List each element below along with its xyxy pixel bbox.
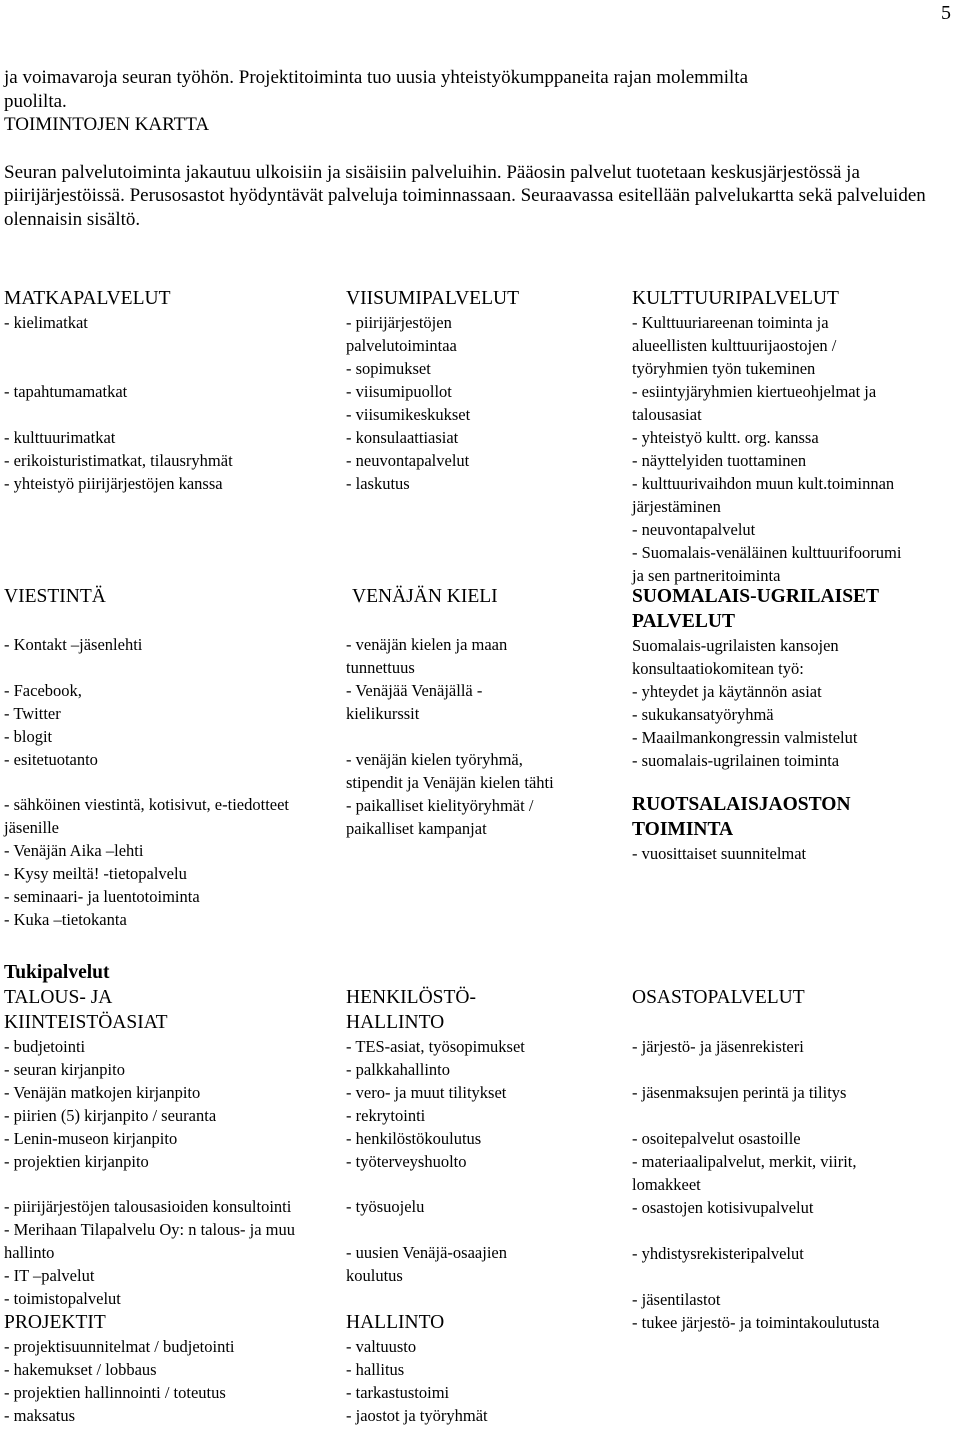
viestinta-title: VIESTINTÄ (4, 586, 106, 607)
list-item: - kielimatkat (4, 313, 88, 332)
list-item: - henkilöstökoulutus (346, 1129, 482, 1148)
intro-line: ja voimavaroja seuran työhön. Projektitoiminta tuo uusia yhteistyökumppaneita rajan molemmilta (4, 67, 749, 88)
list-item: - seminaari- ja luentotoiminta (4, 887, 200, 906)
list-item: - piirijärjestöjen talousasioiden konsultointi (4, 1197, 292, 1216)
list-item: - rekrytointi (346, 1106, 426, 1125)
viestinta-block (4, 584, 334, 931)
suomalais-ugrilaiset-block (632, 584, 960, 865)
list-item: - viisumipuollot (346, 382, 452, 401)
list-item: - piirien (5) kirjanpito / seuranta (4, 1106, 217, 1125)
list-item: - esitetuotanto (4, 750, 98, 769)
list-item: - maksatus (4, 1406, 76, 1425)
list-item: - työterveyshuolto (346, 1152, 467, 1171)
list-item: - Lenin-museon kirjanpito (4, 1129, 178, 1148)
list-item: - laskutus (346, 474, 410, 493)
osastopalvelut-title: OSASTOPALVELUT (632, 987, 805, 1008)
list-item: - jäsentilastot (632, 1290, 721, 1309)
list-item: - näyttelyiden tuottaminen (632, 451, 807, 470)
list-item: - Merihaan Tilapalvelu Oy: n talous- ja muu hallinto (4, 1220, 295, 1262)
list-item: - Maailmankongressin valmistelut (632, 728, 858, 747)
list-item: - sopimukset (346, 359, 431, 378)
list-item: - yhteydet ja käytännön asiat (632, 682, 822, 701)
list-item: - venäjän kielen ja maan (346, 635, 508, 654)
list-item: - palkkahallinto (346, 1060, 451, 1079)
venajan-kieli-title: VENÄJÄN KIELI (352, 586, 498, 607)
list-item: - yhdistysrekisteripalvelut (632, 1244, 804, 1263)
list-item: - hallitus (346, 1360, 405, 1379)
list-item: - valtuusto (346, 1337, 417, 1356)
list-item: - Venäjää Venäjällä - (346, 681, 483, 700)
intro-line: puolilta. (4, 90, 67, 112)
list-item: - neuvontapalvelut (632, 520, 756, 539)
list-item: - uusien Venäjä-osaajien koulutus (346, 1243, 507, 1285)
page-number: 5 (941, 2, 951, 24)
list-item: - IT –palvelut (4, 1266, 95, 1285)
viisumipalvelut-block (346, 286, 618, 495)
kulttuuripalvelut-block (632, 286, 960, 587)
list-item: - Venäjän Aika –lehti (4, 841, 144, 860)
list-item: - Kuka –tietokanta (4, 910, 127, 929)
list-item: - Venäjän matkojen kirjanpito (4, 1083, 201, 1102)
list-item: - neuvontapalvelut (346, 451, 470, 470)
list-item: alueellisten kulttuurijaostojen / (632, 336, 837, 355)
list-item: - vuosittaiset suunnitelmat (632, 844, 807, 863)
intro-paragraph: Seuran palvelutoiminta jakautuu ulkoisiin ja sisäisiin palveluihin. Pääosin palvelut tuotetaan keskusjärjestössä ja piirijärjestöissä. Perusosastot hyödyntävät palveluja toiminnassaan. Seuraavassa esitellään palvelukartta sekä palveluiden olennaisin sisältö. (4, 161, 926, 230)
osastopalvelut-block (632, 985, 960, 1334)
list-item: - osastojen kotisivupalvelut (632, 1198, 814, 1217)
tukipalvelut-block (4, 960, 334, 1427)
list-item: - kulttuurivaihdon muun kult.toiminnan (632, 474, 895, 493)
list-item: - TES-asiat, työsopimukset (346, 1037, 525, 1056)
list-item: - toimistopalvelut (4, 1289, 121, 1308)
list-item: - sähköinen viestintä, kotisivut, e-tiedotteet jäsenille (4, 795, 290, 837)
projektit-title: PROJEKTIT (4, 1312, 106, 1333)
matkapalvelut-block (4, 286, 334, 495)
list-item: ja sen partneritoiminta (632, 566, 781, 585)
list-item: - hakemukset / lobbaus (4, 1360, 157, 1379)
list-item: - jäsenmaksujen perintä ja tilitys (632, 1083, 847, 1102)
list-item: - esiintyjäryhmien kiertueohjelmat ja (632, 382, 877, 401)
kulttuuripalvelut-title: KULTTUURIPALVELUT (632, 288, 839, 309)
ruotsalaisjaosto-title: RUOTSALAISJAOSTON TOIMINTA (632, 794, 851, 840)
list-item: työryhmien työn tukeminen (632, 359, 816, 378)
list-item: - erikoisturistimatkat, tilausryhmät (4, 451, 233, 470)
list-item: paikalliset kampanjat (346, 819, 487, 838)
list-item: - vero- ja muut tilitykset (346, 1083, 507, 1102)
list-item: - seuran kirjanpito (4, 1060, 125, 1079)
venajan-kieli-block (346, 584, 618, 840)
intro-section (4, 66, 954, 232)
tukipalvelut-title: Tukipalvelut (4, 962, 110, 983)
list-item: - yhteistyö kultt. org. kanssa (632, 428, 819, 447)
section-heading: TOIMINTOJEN KARTTA (4, 114, 210, 136)
list-item: - tukee järjestö- ja toimintakoulutusta (632, 1313, 880, 1332)
list-item: talousasiat (632, 405, 702, 424)
hallinto-title: HALLINTO (346, 1312, 445, 1333)
list-item: - kulttuurimatkat (4, 428, 116, 447)
list-item: - blogit (4, 727, 53, 746)
list-item: - Kulttuuriareenan toiminta ja (632, 313, 829, 332)
list-item: stipendit ja Venäjän kielen tähti (346, 773, 554, 792)
list-item: - budjetointi (4, 1037, 86, 1056)
list-item: - projektisuunnitelmat / budjetointi (4, 1337, 235, 1356)
list-item: järjestäminen (632, 497, 721, 516)
list-item: - tarkastustoimi (346, 1383, 450, 1402)
list-item: - yhteistyö piirijärjestöjen kanssa (4, 474, 223, 493)
list-item: konsultaatiokomitean työ: (632, 659, 804, 678)
talous-title: TALOUS- JA KIINTEISTÖASIAT (4, 987, 168, 1033)
viisumipalvelut-title: VIISUMIPALVELUT (346, 288, 519, 309)
matkapalvelut-title: MATKAPALVELUT (4, 288, 171, 309)
suomalais-ugrilaiset-title: SUOMALAIS-UGRILAISET PALVELUT (632, 586, 879, 632)
list-item: - jaostot ja työryhmät (346, 1406, 488, 1425)
list-item: - järjestö- ja jäsenrekisteri (632, 1037, 804, 1056)
list-item: - piirijärjestöjen (346, 313, 452, 332)
list-item: - konsulaattiasiat (346, 428, 459, 447)
list-item: - Facebook, (4, 681, 82, 700)
list-item: - sukukansatyöryhmä (632, 705, 774, 724)
list-item: tunnettuus (346, 658, 415, 677)
henkilosto-title: HENKILÖSTÖ-HALLINTO (346, 987, 476, 1033)
list-item: palvelutoimintaa (346, 336, 457, 355)
list-item: kielikurssit (346, 704, 420, 723)
list-item: - viisumikeskukset (346, 405, 471, 424)
list-item: - Kysy meiltä! -tietopalvelu (4, 864, 187, 883)
list-item: - projektien hallinnointi / toteutus (4, 1383, 226, 1402)
list-item: - työsuojelu (346, 1197, 425, 1216)
list-item: - osoitepalvelut osastoille (632, 1129, 801, 1148)
list-item: - Kontakt –jäsenlehti (4, 635, 143, 654)
list-item: - suomalais-ugrilainen toiminta (632, 751, 840, 770)
list-item: - tapahtumamatkat (4, 382, 128, 401)
list-item: - Suomalais-venäläinen kulttuurifoorumi (632, 543, 902, 562)
list-item: - venäjän kielen työryhmä, (346, 750, 523, 769)
list-item: - projektien kirjanpito (4, 1152, 149, 1171)
list-item: - Twitter (4, 704, 61, 723)
list-item: - materiaalipalvelut, merkit, viirit, lomakkeet (632, 1152, 857, 1194)
list-item: - paikalliset kielityöryhmät / (346, 796, 534, 815)
henkilosto-block (346, 985, 618, 1427)
list-item: Suomalais-ugrilaisten kansojen (632, 636, 839, 655)
